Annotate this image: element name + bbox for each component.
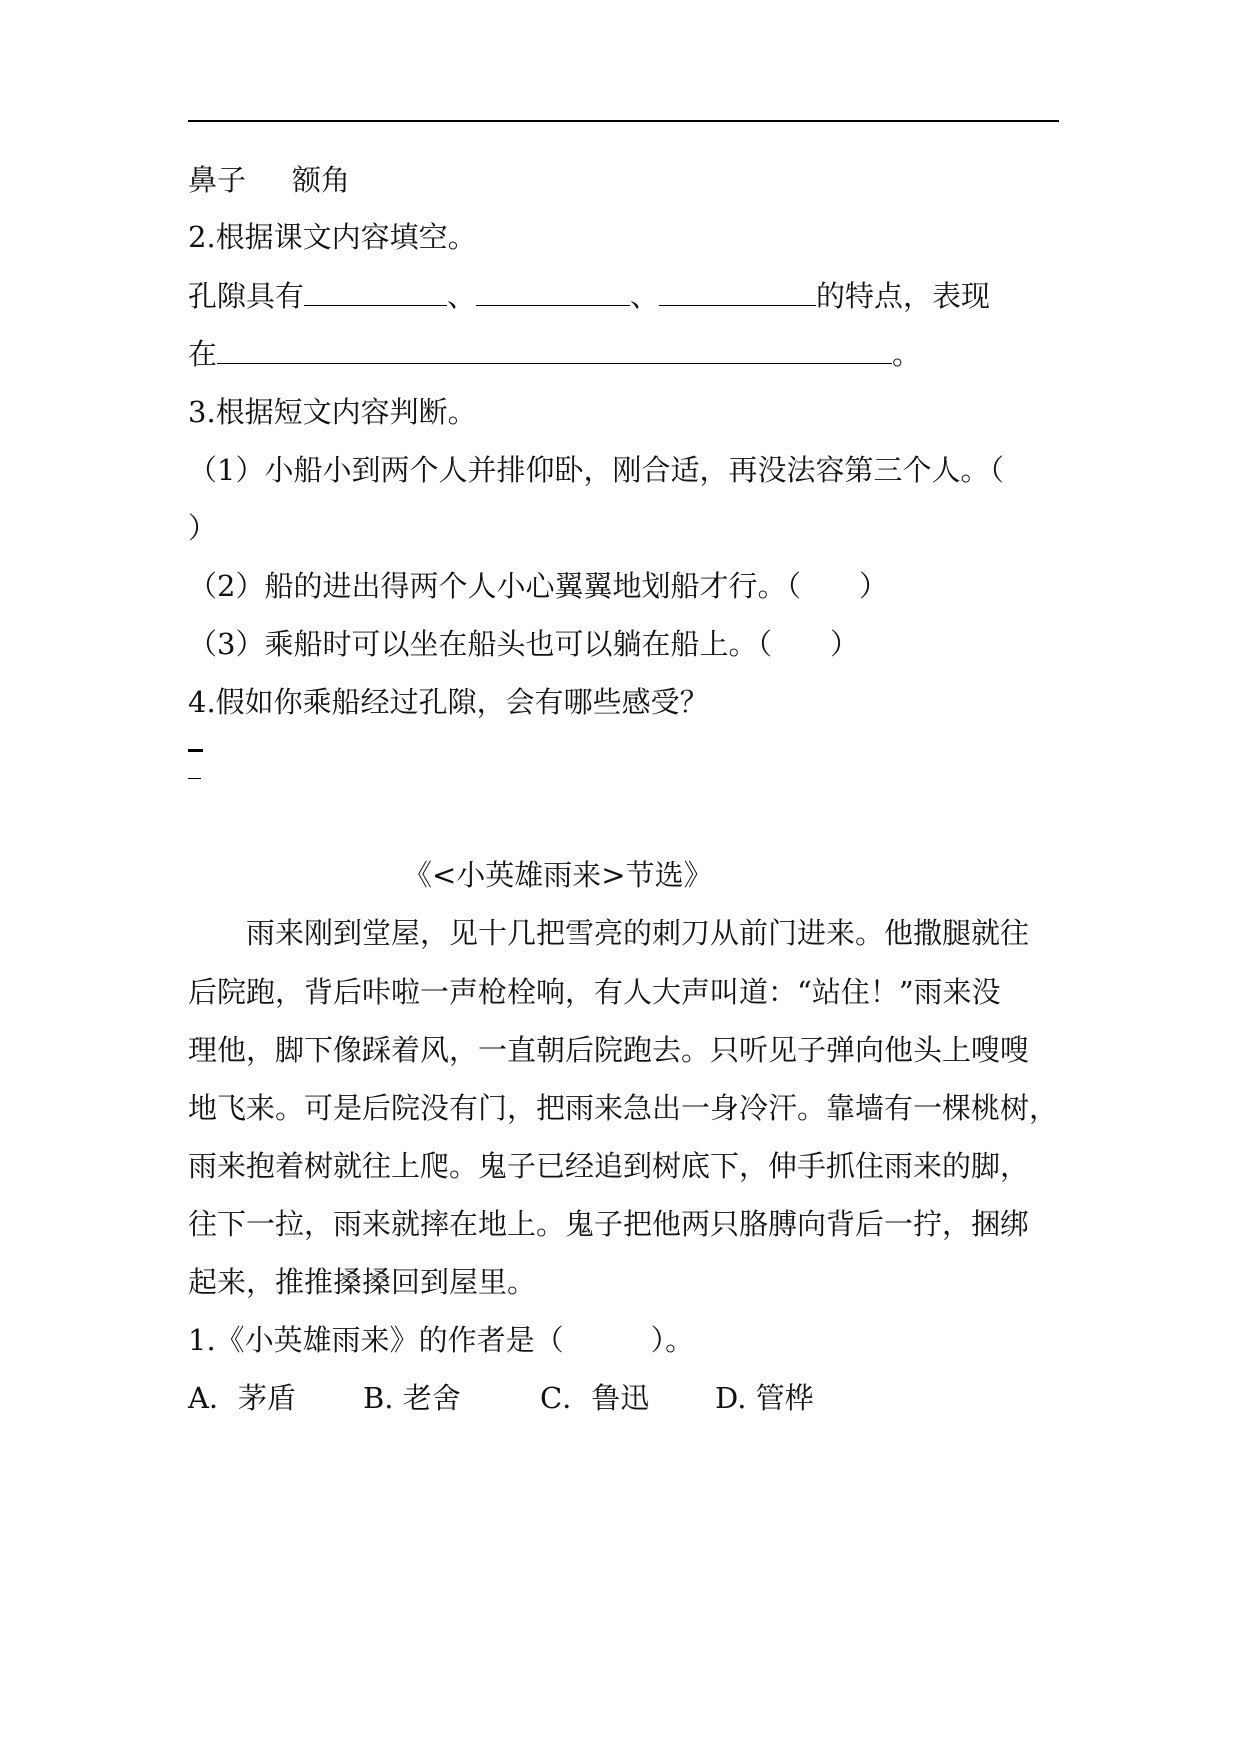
- option-a[interactable]: A．茅盾: [188, 1381, 296, 1415]
- question-3-title: 3.根据短文内容判断。: [188, 395, 477, 429]
- fill-prefix: 孔隙具有: [188, 279, 305, 313]
- question-1: 1.《小英雄雨来》的作者是（ ）。: [188, 1323, 695, 1357]
- passage-line: 地飞来。可是后院没有门，把雨来急出一身冷汗。靠墙有一棵桃树，: [188, 1091, 1059, 1125]
- answer-blank-4[interactable]: [217, 333, 892, 364]
- answer-line-mark: [188, 749, 203, 752]
- fill-suffix: 。: [892, 337, 922, 371]
- separator: 、: [630, 279, 660, 313]
- question-3-item-1-cont: ）: [188, 511, 218, 545]
- top-rule: [188, 120, 1059, 122]
- option-c[interactable]: C．鲁迅: [540, 1381, 650, 1415]
- question-2-title: 2.根据课文内容填空。: [188, 220, 477, 254]
- answer-line-mark: [188, 778, 201, 779]
- answer-blank-2[interactable]: [476, 275, 630, 306]
- option-b[interactable]: B. 老舍: [363, 1381, 461, 1415]
- question-3-item-3: （3）乘船时可以坐在船头也可以躺在船上。（ ）: [188, 627, 859, 661]
- option-d[interactable]: D. 管桦: [715, 1381, 814, 1415]
- passage-line: 雨来抱着树就往上爬。鬼子已经追到树底下，伸手抓住雨来的脚，: [188, 1149, 1030, 1183]
- separator: 、: [447, 279, 477, 313]
- passage-line: 理他，脚下像踩着风，一直朝后院跑去。只听见子弹向他头上嗖嗖: [188, 1033, 1030, 1067]
- answer-blank-1[interactable]: [304, 275, 447, 306]
- word-row: [188, 160, 350, 200]
- answer-blank-3[interactable]: [659, 275, 816, 306]
- question-4-title: 4.假如你乘船经过孔隙，会有哪些感受？: [188, 685, 709, 719]
- passage-line: 后院跑，背后咔啦一声枪栓响，有人大声叫道：“站住！”雨来没: [188, 975, 1001, 1009]
- passage-line: 起来，推推搡搡回到屋里。: [188, 1265, 537, 1299]
- passage-line: 雨来刚到堂屋，见十几把雪亮的刺刀从前门进来。他撒腿就往: [188, 916, 1030, 950]
- passage-line: 往下一拉，雨来就摔在地上。鬼子把他两只胳膊向背后一拧，捆绑: [188, 1207, 1030, 1241]
- question-2-fill-line-1: [188, 275, 990, 316]
- question-3-item-2: （2）船的进出得两个人小心翼翼地划船才行。（ ）: [188, 569, 888, 603]
- word-forehead: 额角: [292, 163, 351, 197]
- question-3-item-1: （1）小船小到两个人并排仰卧，刚合适，再没法容第三个人。（: [188, 453, 1004, 487]
- fill-prefix: 在: [188, 337, 218, 371]
- word-nose: 鼻子: [188, 163, 247, 197]
- answer-options: [188, 1378, 814, 1418]
- fill-suffix: 的特点，表现: [816, 279, 991, 313]
- passage-title: 《<小英雄雨来>节选》: [403, 858, 713, 892]
- question-2-fill-line-2: [188, 333, 921, 374]
